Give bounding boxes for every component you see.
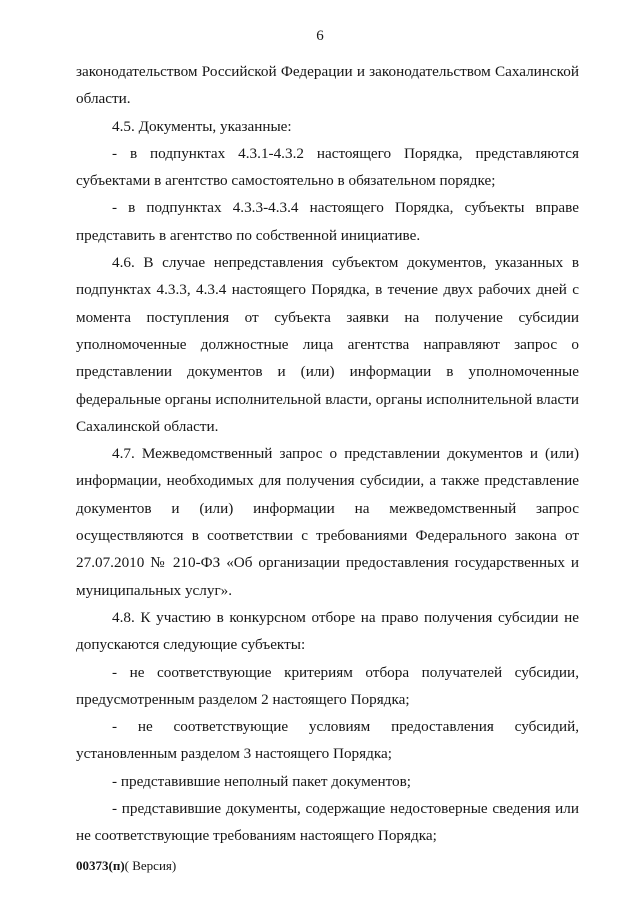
list-item-4-8-1: - не соответствующие критериям отбора получателей субсидии, предусмотренным разделом 2 настоящего Порядка; xyxy=(76,663,579,708)
page-number: 6 xyxy=(316,28,324,44)
footer-document-code xyxy=(76,858,176,874)
list-item-4-5-2: - в подпунктах 4.3.3-4.3.4 настоящего Порядка, субъекты вправе представить в агентство по собственной инициативе. xyxy=(76,199,579,244)
list-item-4-8-3: - представившие неполный пакет документов; xyxy=(112,772,412,790)
paragraph-4-8: 4.8. К участию в конкурсном отборе на право получения субсидии не допускаются следующие субъекты: xyxy=(76,608,579,654)
list-item-4-5-1: - в подпунктах 4.3.1-4.3.2 настоящего Порядка, представляются субъектами в агентство самостоятельно в обязательном порядке; xyxy=(76,144,579,190)
footer-code: 00373(п) xyxy=(76,858,125,873)
list-item-4-8-2: - не соответствующие условиям предоставления субсидий, установленным разделом 3 настоящего Порядка; xyxy=(76,718,579,763)
footer-version: ( Версия) xyxy=(124,858,177,873)
paragraph-continuation: законодательством Российской Федерации и законодательством Сахалинской области. xyxy=(76,63,579,108)
paragraph-4-6: 4.6. В случае непредставления субъектом документов, указанных в подпунктах 4.3.3, 4.3.4 настоящего Порядка, в течение двух рабочих дней с момента поступления от субъекта заявки на получение субсидии уполномоченные должностные лица агентства направляют запрос о представлении документов и (или) информации в уполномоченные федеральные органы исполнительной власти, органы исполнительной власти Сахалинской области. xyxy=(76,254,579,435)
paragraph-4-7: 4.7. Межведомственный запрос о представлении документов и (или) информации, необходимых для получения субсидии, а также представление документов и (или) информации на межведомственный запрос осуществляются в соответствии с требованиями Федерального закона от 27.07.2010 № 210-ФЗ «Об организации предоставления государственных и муниципальных услуг». xyxy=(76,445,579,599)
paragraph-4-5: 4.5. Документы, указанные: xyxy=(112,117,292,135)
list-item-4-8-4: - представившие документы, содержащие недостоверные сведения или не соответствующие требованиям настоящего Порядка; xyxy=(76,800,579,845)
document-body xyxy=(76,58,579,850)
